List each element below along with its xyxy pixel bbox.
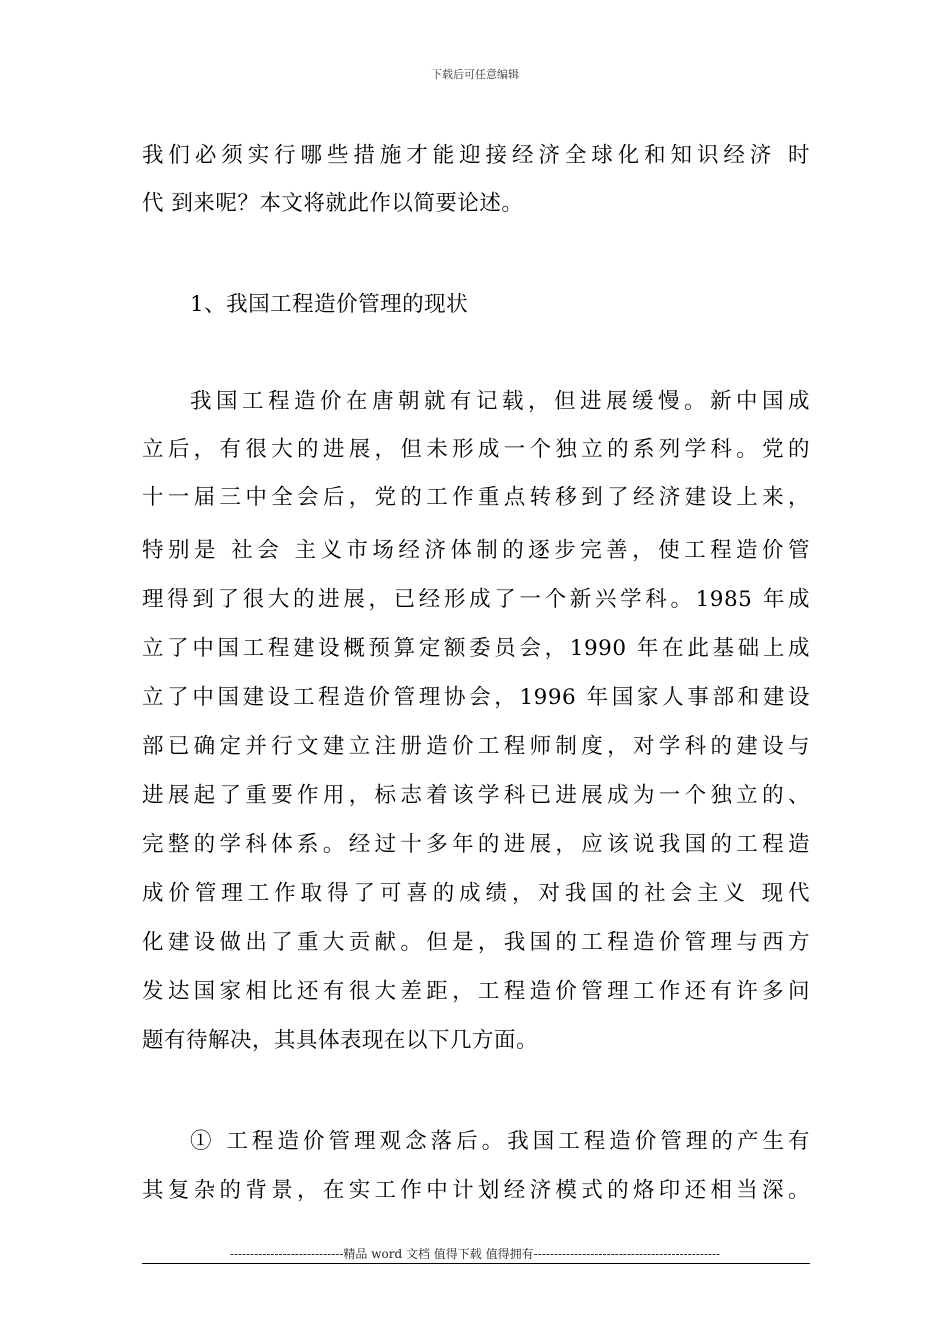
body-line-9: 进展起了重要作用，标志着该学科已进展成为一个独立的、 — [142, 783, 810, 808]
body-line-3: 十一届三中全会后，党的工作重点转移到了经济建设上来， — [142, 485, 810, 510]
body-line-2: 立后，有很大的进展，但未形成一个独立的系列学科。党的 — [142, 437, 810, 462]
footer-rule — [142, 1263, 810, 1264]
body-line-13: 发达国家相比还有很大差距，工程造价管理工作还有许多问 — [142, 979, 810, 1004]
body-line-7: 立了中国建设工程造价管理协会，1996 年国家人事部和建设 — [142, 685, 810, 710]
page-footer: ----------------------------精品 word 文档 值得下载 值得拥有---------------------------------------------- — [229, 1247, 721, 1261]
body-line-12: 化建设做出了重大贡献。但是，我国的工程造价管理与西方 — [142, 930, 810, 955]
body-line-11: 成价管理工作取得了可喜的成绩，对我国的社会主义 现代 — [142, 881, 810, 906]
body-line-1: 我国工程造价在唐朝就有记载，但进展缓慢。新中国成 — [190, 389, 810, 414]
section-heading: 1、我国工程造价管理的现状 — [190, 292, 469, 317]
body-line-8: 部已确定并行文建立注册造价工程师制度，对学科的建设与 — [142, 734, 810, 759]
intro-line-2: 代 到来呢？本文将就此作以简要论述。 — [142, 191, 524, 216]
body-line-6: 立了中国工程建设概预算定额委员会，1990 年在此基础上成 — [142, 636, 810, 661]
point1-line-2: 其复杂的背景，在实工作中计划经济模式的烙印还相当深。 — [142, 1178, 810, 1203]
point1-line-1: ① 工程造价管理观念落后。我国工程造价管理的产生有 — [190, 1129, 810, 1154]
body-line-5: 理得到了很大的进展，已经形成了一个新兴学科。1985 年成 — [142, 587, 810, 612]
body-line-10: 完整的学科体系。经过十多年的进展，应该说我国的工程造 — [142, 832, 810, 857]
body-line-4: 特别是 社会 主义市场经济体制的逐步完善，使工程造价管 — [142, 538, 810, 563]
page-header: 下载后可任意编辑 — [431, 68, 519, 81]
body-line-14: 题有待解决，其具体表现在以下几方面。 — [142, 1028, 539, 1053]
intro-line-1: 我们必须实行哪些措施才能迎接经济全球化和知识经济 时 — [142, 143, 810, 168]
